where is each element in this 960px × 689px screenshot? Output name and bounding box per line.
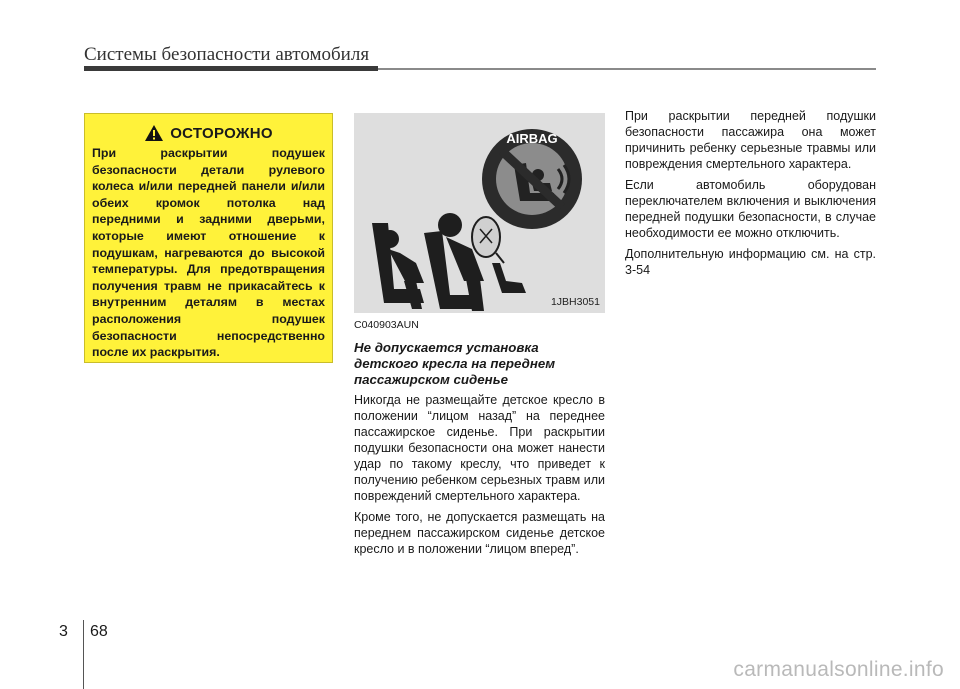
caution-box (84, 113, 333, 363)
header-bar (84, 66, 378, 71)
page-reference: Дополнительную информацию см. на стр. 3-54 (625, 247, 876, 277)
svg-text:AIRBAG: AIRBAG (506, 131, 558, 146)
warning-triangle-icon (144, 124, 164, 142)
watermark: carmanualsonline.info (733, 658, 944, 681)
right-column (625, 108, 876, 278)
airbag-child-seat-illustration (354, 113, 605, 313)
paragraph: Никогда не размещайте детское кресло в положении “лицом назад” на переднее пассажирское сиденье. При раскрытии подушки безопасности она может нанести удар по такому креслу, что приведет к получению ребенком серьезных травм или повреждений смертельного характера. (354, 393, 605, 503)
deployed-airbag-icon (472, 217, 504, 263)
caution-text: При раскрытии подушек безопасности детали рулевого колеса и/или передней панели и/или обеих кромок потолка над передними и задними дверьми, которые имеют отношение к подушкам, нагреваются до высокой температуры. Для предотвращения получения травм не прикасайтесь к внутренним деталям в местах расположения подушек безопасности непосредственно после их раскрытия. (92, 146, 325, 360)
chapter-number: 3 (59, 623, 68, 640)
seated-passenger-icon (372, 223, 424, 309)
page-header-title: Системы безопасности автомобиля (84, 44, 370, 65)
header-rule (378, 68, 876, 70)
caution-header (92, 124, 325, 142)
section-heading: Не допускается установка детского кресла на переднем пассажирском сиденье (354, 340, 556, 387)
page-number: 68 (90, 623, 108, 640)
middle-column (354, 113, 605, 557)
caution-title: ОСТОРОЖНО (170, 124, 273, 142)
footer-divider (83, 620, 84, 689)
airbag-warning-sign-icon (482, 129, 582, 229)
paragraph: Кроме того, не допускается размещать на переднем пассажирском сиденье детское кресло и в положении “лицом вперед”. (354, 510, 605, 556)
section-code: C040903AUN (354, 319, 419, 331)
paragraph: Если автомобиль оборудован переключателем включения и выключения передней подушки безопасности, в случае необходимости ее можно отключить. (625, 178, 876, 240)
paragraph: При раскрытии передней подушки безопасности пассажира она может причинить ребенку серьезные травмы или повреждения смертельного характера. (625, 109, 876, 171)
illustration-code: 1JBH3051 (550, 296, 600, 308)
illustration-graphic (354, 113, 605, 313)
